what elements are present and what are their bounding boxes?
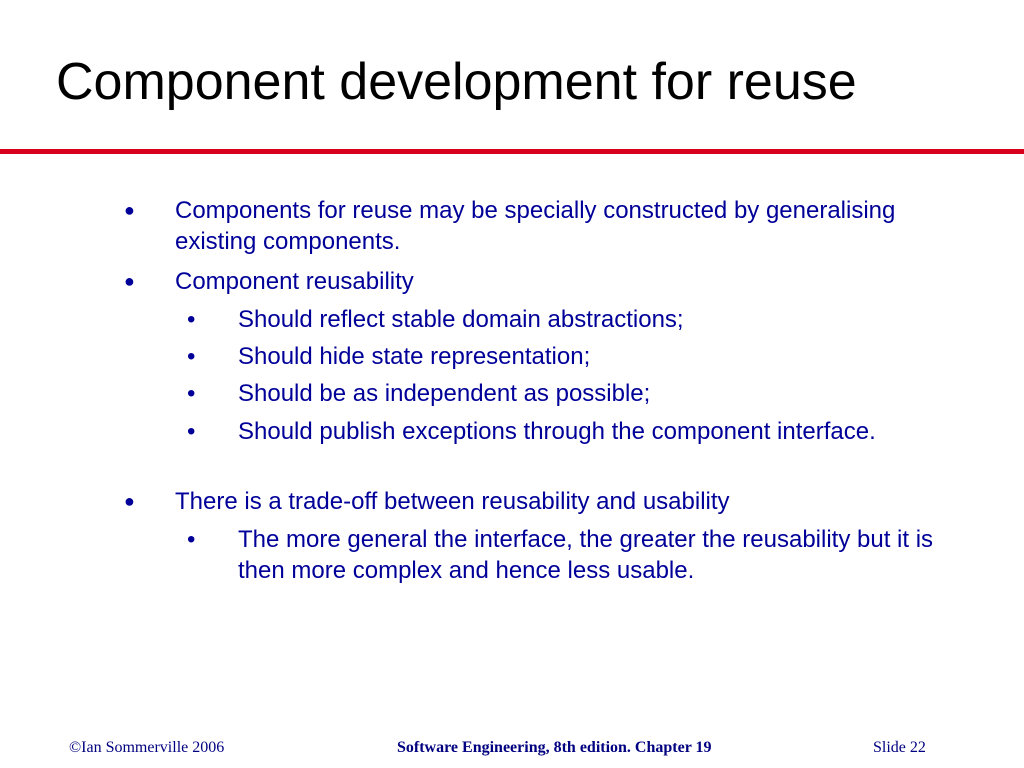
bullet-item [124, 266, 965, 297]
small-bullet-icon: • [187, 418, 196, 445]
bullet-text: Components for reuse may be specially constructed by generalising existing components. [175, 197, 896, 255]
footer-slide-number: Slide 22 [873, 739, 926, 756]
small-bullet-icon: • [187, 343, 196, 370]
title-divider [0, 149, 1024, 154]
bullet-item [124, 195, 965, 257]
small-bullet-icon: • [187, 380, 196, 407]
slide-title: Component development for reuse [56, 53, 857, 111]
sub-bullet-item [187, 304, 918, 335]
sub-bullet-text: The more general the interface, the greater the reusability but it is then more complex and hence less usable. [238, 526, 934, 584]
sub-bullet-item [187, 341, 918, 372]
round-bullet-icon: ● [124, 200, 135, 220]
round-bullet-icon: ● [124, 271, 135, 291]
small-bullet-icon: • [187, 526, 196, 553]
bullet-text: There is a trade-off between reusability and usability [175, 488, 730, 515]
round-bullet-icon: ● [124, 491, 135, 511]
sub-bullet-item [187, 378, 918, 409]
sub-bullet-text: Should be as independent as possible; [238, 380, 651, 407]
sub-bullet-item [187, 524, 983, 586]
bullet-item [124, 486, 965, 517]
sub-bullet-item [187, 416, 898, 447]
footer-copyright: ©Ian Sommerville 2006 [69, 739, 225, 756]
footer-book-title: Software Engineering, 8th edition. Chapter 19 [397, 739, 712, 756]
bullet-text: Component reusability [175, 268, 414, 295]
sub-bullet-text: Should publish exceptions through the component interface. [238, 418, 876, 445]
small-bullet-icon: • [187, 306, 196, 333]
sub-bullet-text: Should hide state representation; [238, 343, 591, 370]
sub-bullet-text: Should reflect stable domain abstractions; [238, 306, 684, 333]
